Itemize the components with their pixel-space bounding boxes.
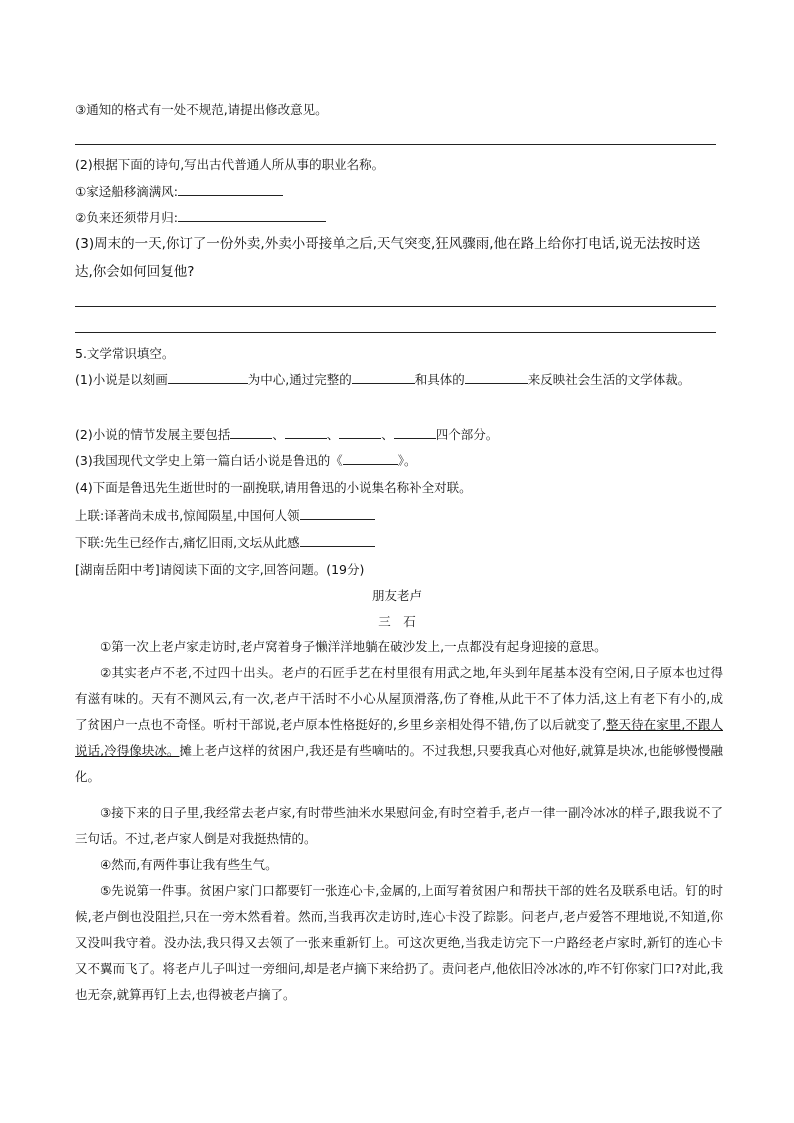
couplet-lower-text: 下联:先生已经作古,痛忆旧雨,文坛从此感 bbox=[75, 535, 300, 550]
q5-p3 bbox=[75, 451, 416, 471]
article-para-3 bbox=[75, 800, 723, 852]
answer-line[interactable] bbox=[75, 332, 716, 333]
q5-p3-a: (3)我国现代文学史上第一篇白话小说是鲁迅的《 bbox=[75, 453, 343, 468]
q5-p3-b: 》。 bbox=[397, 453, 417, 468]
q5-p2-end: 四个部分。 bbox=[435, 427, 499, 442]
article-para-1 bbox=[75, 634, 723, 660]
answer-blank[interactable] bbox=[285, 425, 327, 439]
item2-text: ②负来还须带月归: bbox=[75, 210, 178, 225]
q4-part2-item1 bbox=[75, 182, 283, 202]
answer-blank[interactable] bbox=[178, 182, 283, 196]
answer-blank[interactable] bbox=[300, 533, 375, 547]
q4c-item3: ③通知的格式有一处不规范,请提出修改意见。 bbox=[75, 102, 328, 117]
q5-p4: (4)下面是鲁迅先生逝世时的一副挽联,请用鲁迅的小说集名称补全对联。 bbox=[75, 480, 472, 495]
answer-line[interactable] bbox=[75, 144, 716, 145]
answer-blank[interactable] bbox=[343, 451, 398, 465]
answer-blank[interactable] bbox=[352, 370, 415, 384]
para4-text: ④然而,有两件事让我有些生气。 bbox=[100, 857, 278, 872]
answer-blank[interactable] bbox=[300, 506, 375, 520]
answer-blank[interactable] bbox=[168, 370, 248, 384]
para2-text-b: 摊上老卢这样的贫困户,我还是有些嘀咕的。不过我想,只要我真心对他好,就算是块冰,也能够慢慢融化。 bbox=[75, 743, 723, 784]
item1-text: ①家迳船移滴满风: bbox=[75, 184, 178, 199]
answer-blank[interactable] bbox=[394, 425, 436, 439]
answer-line[interactable] bbox=[75, 306, 716, 307]
article-title: 朋友老卢 bbox=[371, 588, 422, 603]
q5-p1-d: 来反映社会生活的文学体裁。 bbox=[527, 372, 691, 387]
q5-title: 5.文学常识填空。 bbox=[75, 346, 175, 361]
couplet-lower bbox=[75, 533, 375, 553]
article-para-2 bbox=[75, 660, 723, 790]
answer-blank[interactable] bbox=[339, 425, 381, 439]
para2-underlined: 整天待在家里,不跟人说话,冷得像块冰。 bbox=[75, 717, 723, 758]
reading-source: [湖南岳阳中考]请阅读下面的文字,回答问题。(19分) bbox=[75, 562, 365, 577]
para1-text: ①第一次上老卢家走访时,老卢窝着身子懒洋洋地躺在破沙发上,一点都没有起身迎接的意思。 bbox=[100, 639, 607, 654]
q4-part3-line2: 达,你会如何回复他? bbox=[75, 264, 195, 280]
answer-blank[interactable] bbox=[178, 208, 326, 222]
q5-p1-c: 和具体的 bbox=[414, 372, 465, 387]
q4-part2-prompt: (2)根据下面的诗句,写出古代普通人所从事的职业名称。 bbox=[75, 157, 385, 172]
q5-p2 bbox=[75, 425, 498, 445]
q5-p1 bbox=[75, 370, 690, 390]
q4-part3-line1: (3)周末的一天,你订了一份外卖,外卖小哥接单之后,天气突变,狂风骤雨,他在路上给你打电话,说无法按时送 bbox=[75, 236, 701, 252]
sep: 、 bbox=[381, 427, 394, 442]
answer-blank[interactable] bbox=[465, 370, 528, 384]
article-para-4 bbox=[75, 852, 723, 878]
sep: 、 bbox=[326, 427, 340, 442]
para3-text: ③接下来的日子里,我经常去老卢家,有时带些油米水果慰问金,有时空着手,老卢一律一副冷冰冰的样子,跟我说不了三句话。不过,老卢家人倒是对我挺热情的。 bbox=[75, 805, 723, 846]
para5-text: ⑤先说第一件事。贫困户家门口都要钉一张连心卡,金属的,上面写着贫困户和帮扶干部的姓名及联系电话。钉的时候,老卢倒也没阻拦,只在一旁木然看着。然而,当我再次走访时,连心卡没了踪影。问老卢,老卢爱答不理地说,不知道,你又没叫我守着。没办法,我只得又去领了一张来重新钉上。可这次更绝,当我走访完下一户路经老卢家时,新钉的连心卡又不翼而飞了。将老卢儿子叫过一旁细问,却是老卢摘下来给扔了。责问老卢,他依旧冷冰冰的,咋不钉你家门口?对此,我也无奈,就算再钉上去,也得被老卢摘了。 bbox=[75, 883, 723, 1002]
q5-p2-a: (2)小说的情节发展主要包括 bbox=[75, 427, 231, 442]
para2-text-a: ②其实老卢不老,不过四十出头。老卢的石匠手艺在村里很有用武之地,年头到年尾基本没有空闲,日子原本也过得有滋有味的。天有不测风云,有一次,老卢干活时不小心从屋顶滑落,伤了脊椎,从此干不了体力活,这上有老下有小的,成了贫困户一点也不奇怪。听村干部说,老卢原本性格挺好的,乡里乡亲相处得不错,伤了以后就变了, bbox=[75, 665, 723, 732]
article-para-5 bbox=[75, 878, 723, 1008]
q5-p1-a: (1)小说是以刻画 bbox=[75, 372, 168, 387]
article-author: 三 石 bbox=[378, 614, 416, 629]
couplet-upper bbox=[75, 506, 375, 526]
answer-blank[interactable] bbox=[230, 425, 272, 439]
q5-p1-b: 为中心,通过完整的 bbox=[247, 372, 352, 387]
q4-part2-item2 bbox=[75, 208, 326, 228]
sep: 、 bbox=[272, 427, 285, 442]
couplet-upper-text: 上联:译著尚未成书,惊闻陨星,中国何人领 bbox=[75, 508, 300, 523]
